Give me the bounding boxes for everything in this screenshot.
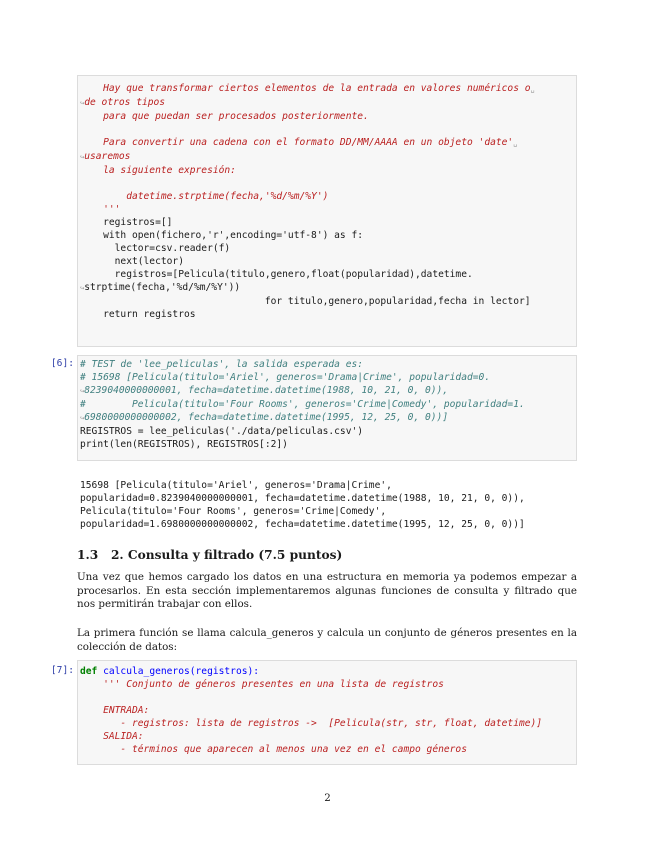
code-line: print(len(REGISTROS), REGISTROS[:2]) [80,439,288,450]
code-line: return registros [80,309,196,320]
code-line: la siguiente expresión: [80,165,236,176]
wrap-end-marker: ␣ [513,139,518,147]
output-line: Pelicula(titulo='Four Rooms', generos='Crime|Comedy', [80,506,387,517]
code-cell-7-source [80,665,542,756]
code-line: registros=[Pelicula(titulo,genero,float(popularidad),datetime. [80,269,473,280]
wrap-marker: ↪ [80,387,85,395]
code-line: # TEST de 'lee_peliculas', la salida esperada es: [80,359,364,370]
wrap-end-marker: ␣ [530,85,535,93]
output-line: popularidad=0.8239040000000001, fecha=datetime.datetime(1988, 10, 21, 0, 0)), [80,493,525,504]
code-line: # 15698 [Pelicula(titulo='Ariel', generos='Drama|Crime', popularidad=0. [80,372,491,383]
cell-6-prompt: [6]: [50,358,74,369]
code-line: SALIDA: [80,731,144,742]
code-line: # Pelicula(titulo='Four Rooms', generos='Crime|Comedy', popularidad=1. [80,399,525,410]
wrap-marker: ↪ [80,153,85,161]
code-line: datetime.strptime(fecha,'%d/%m/%Y') [80,191,329,202]
cell-6-output [80,479,525,531]
code-cell-top-source [80,82,535,321]
section-heading [77,548,342,562]
code-line: registros=[] [80,217,173,228]
code-line: calcula_generos(registros): [103,666,260,677]
code-line: ''' Conjunto de géneros presentes en una lista de registros [80,679,444,690]
cell-7-prompt: [7]: [50,665,74,676]
section-number: 1.3 [77,548,99,562]
code-line: with open(fichero,'r',encoding='utf-8') as f: [80,230,364,241]
section-title: 2. Consulta y filtrado (7.5 puntos) [110,548,343,562]
code-line: ''' [80,204,121,215]
code-line: 6980000000000002, fecha=datetime.datetime(1995, 12, 25, 0, 0))] [84,412,449,423]
code-line: lector=csv.reader(f) [80,243,231,254]
code-line: Para convertir una cadena con el formato DD/MM/AAAA en un objeto 'date' [80,137,514,148]
code-keyword: def [80,666,98,677]
code-line: para que puedan ser procesados posteriormente. [80,111,369,122]
wrap-marker: ↪ [80,414,85,422]
code-line: de otros tipos [84,97,166,108]
code-cell-6-source [80,358,525,451]
wrap-marker: ↪ [80,99,85,107]
output-line: 15698 [Pelicula(titulo='Ariel', generos='Drama|Crime', [80,480,392,491]
code-line: strptime(fecha,'%d/%m/%Y')) [84,282,241,293]
code-line: next(lector) [80,256,184,267]
page-number: 2 [324,792,331,804]
code-line: REGISTROS = lee_peliculas('./data/peliculas.csv') [80,426,364,437]
paragraph-calcula-generos: La primera función se llama calcula_generos y calcula un conjunto de géneros presentes en la colección de datos: [77,627,577,653]
code-line: - registros: lista de registros -> [Pelicula(str, str, float, datetime)] [80,718,543,729]
code-line: - términos que aparecen al menos una vez en el campo géneros [80,744,467,755]
paragraph-intro: Una vez que hemos cargado los datos en una estructura en memoria ya podemos empezar a procesarlos. En esta sección implementaremos algunas funciones de consulta y filtrado que nos permitirán trabajar con ellos. [77,571,577,611]
output-line: popularidad=1.6980000000000002, fecha=datetime.datetime(1995, 12, 25, 0, 0))] [80,519,525,530]
code-line: 8239040000000001, fecha=datetime.datetime(1988, 10, 21, 0, 0)), [84,385,449,396]
code-line: for titulo,genero,popularidad,fecha in lector] [80,296,531,307]
code-line: Hay que transformar ciertos elementos de la entrada en valores numéricos o [80,83,531,94]
wrap-marker: ↪ [80,284,85,292]
code-line: usaremos [84,151,131,162]
code-line: ENTRADA: [80,705,150,716]
